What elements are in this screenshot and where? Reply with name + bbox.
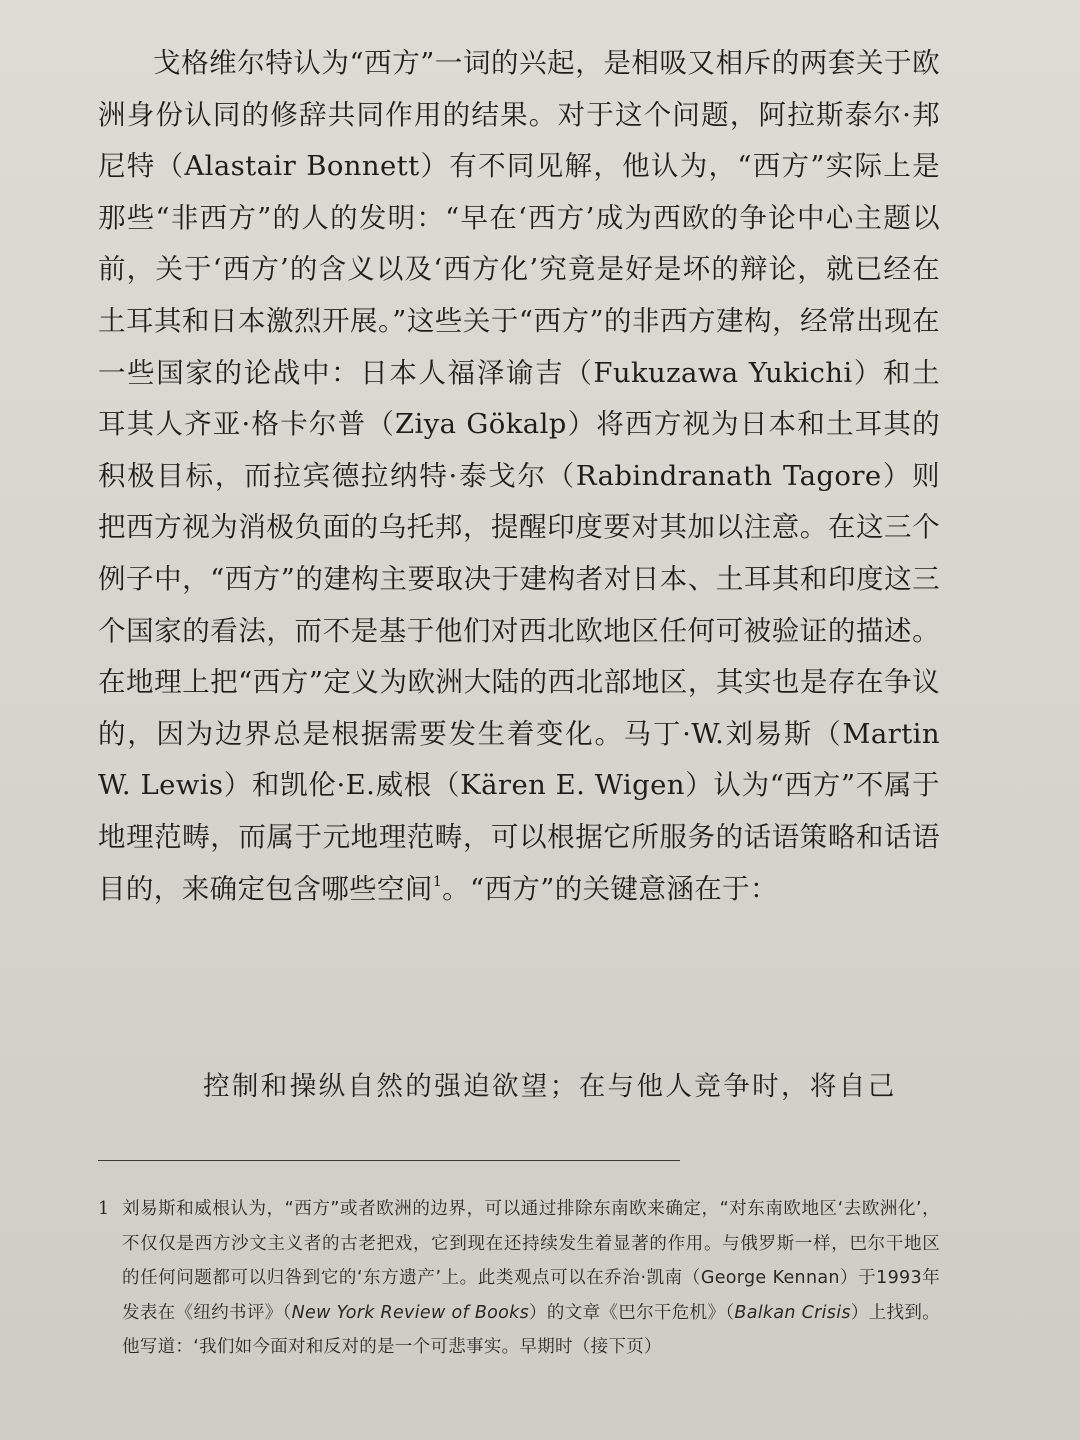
footnote-divider — [98, 1160, 680, 1161]
footnote — [98, 1192, 940, 1365]
footnote-title-nyrb: New York Review of Books — [291, 1302, 530, 1323]
paragraph-text-part1: 戈格维尔特认为“西方”一词的兴起，是相吸又相斥的两套关于欧洲身份认同的修辞共同作用的结果。对于这个问题，阿拉斯泰尔·邦尼特（Alastair Bonnett）有不同见解，他认为，“西方”实际上是那些“非西方”的人的发明：“早在‘西方’成为西欧的争论中心主题以前，关于‘西方’的含义以及‘西方化’究竟是好是坏的辩论，就已经在土耳其和日本激烈开展。”这些关于“西方”的非西方建构，经常出现在一些国家的论战中：日本人福泽谕吉（Fukuzawa Yukichi）和土耳其人齐亚·格卡尔普（Ziya Gökalp）将西方视为日本和土耳其的积极目标，而拉宾德拉纳特·泰戈尔（Rabindranath Tagore）则把西方视为消极负面的乌托邦，提醒印度要对其加以注意。在这三个例子中，“西方”的建构主要取决于建构者对日本、土耳其和印度这三个国家的看法，而不是基于他们对西北欧地区任何可被验证的描述。在地理上把“西方”定义为欧洲大陆的西北部地区，其实也是存在争议的，因为边界总是根据需要发生着变化。马丁·W.刘易斯（Martin W. Lewis）和凯伦·E.威根（Kären E. Wigen）认为“西方”不属于地理范畴，而属于元地理范畴，可以根据它所服务的话语策略和话语目的，来确定包含哪些空间 — [98, 47, 940, 905]
footnote-title-balkan: Balkan Crisis — [734, 1302, 851, 1323]
footnote-number: 1 — [98, 1199, 110, 1219]
footnote-text-b: ）的文章《巴尔干危机》（ — [529, 1302, 735, 1323]
block-quote: 控制和操纵自然的强迫欲望；在与他人竞争时，将自己 — [203, 1071, 897, 1102]
footnote-text — [122, 1192, 940, 1365]
paragraph-text-part2: 。“西方”的关键意涵在于： — [442, 872, 778, 905]
footnote-text-a: 刘易斯和威根认为，“西方”或者欧洲的边界，可以通过排除东南欧来确定，“对东南欧地区‘去欧洲化’，不仅仅是西方沙文主义者的古老把戏，它到现在还持续发生着显著的作用。与俄罗斯一样，巴尔干地区的任何问题都可以归咎到它的‘东方遗产’上。此类观点可以在乔治·凯南（George Kennan）于1993年发表在《纽约书评》（ — [122, 1199, 940, 1323]
body-paragraph — [98, 38, 940, 915]
footnote-reference: 1 — [432, 873, 443, 890]
main-text-block — [98, 38, 940, 915]
footnote-text-c: ）上找到。他写道：‘我们如今面对和反对的是一个可悲事实。早期时（接下页） — [122, 1302, 941, 1357]
